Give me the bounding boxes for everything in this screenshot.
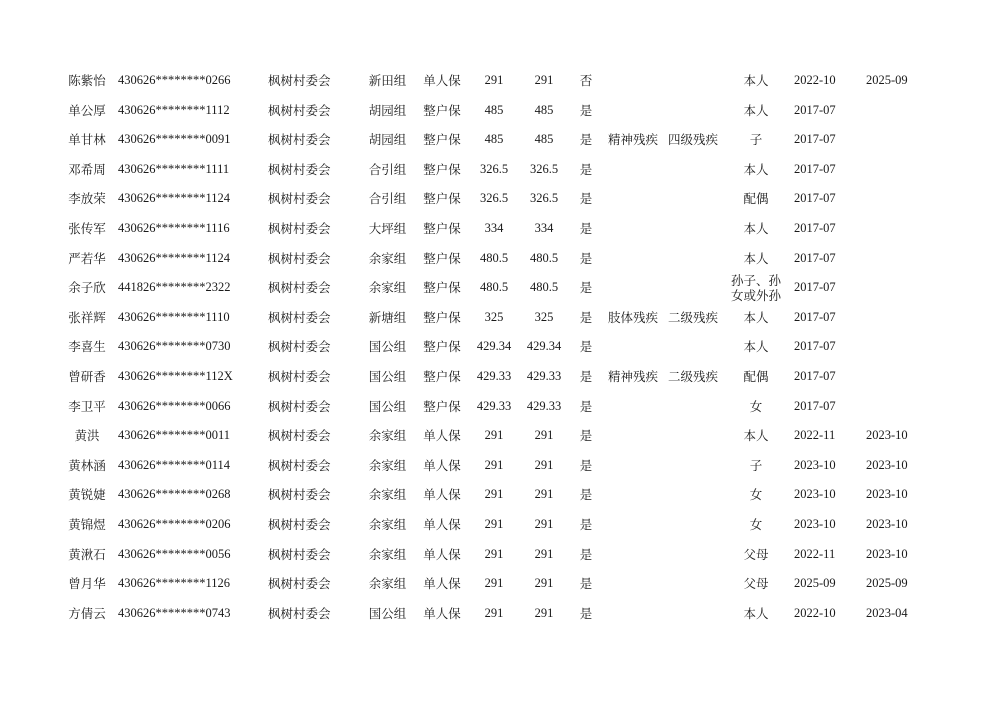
organization-cell: 枫树村委会 bbox=[268, 428, 331, 444]
start-date-cell: 2023-10 bbox=[794, 457, 836, 472]
end-date-cell bbox=[866, 332, 926, 361]
flag-cell: 是 bbox=[579, 191, 593, 207]
disability-level-cell bbox=[668, 540, 728, 569]
name-cell: 黄锦煜 bbox=[68, 517, 106, 532]
disability-level-cell bbox=[668, 96, 728, 125]
organization-cell: 枫树村委会 bbox=[268, 576, 331, 592]
disability-type-cell bbox=[608, 540, 664, 569]
organization-cell: 枫树村委会 bbox=[268, 73, 331, 88]
coverage-type-cell: 单人保 bbox=[423, 487, 461, 503]
group-cell: 余家组 bbox=[368, 280, 407, 296]
relation-cell: 父母 bbox=[743, 546, 769, 562]
end-date-cell bbox=[866, 214, 926, 243]
disability-type-cell bbox=[608, 421, 664, 450]
start-date-cell: 2023-10 bbox=[794, 487, 836, 502]
end-date-cell bbox=[866, 362, 926, 391]
relation-cell: 本人 bbox=[743, 161, 769, 177]
relation-cell: 配偶 bbox=[743, 191, 769, 207]
start-date-cell: 2022-11 bbox=[794, 546, 836, 561]
amount-cell: 485 bbox=[484, 102, 504, 117]
end-date-cell bbox=[866, 125, 926, 154]
organization-cell: 枫树村委会 bbox=[268, 132, 331, 148]
amount-cell: 291 bbox=[484, 517, 504, 531]
table-row bbox=[0, 125, 1000, 154]
disability-level-cell bbox=[668, 184, 728, 213]
disability-type-cell bbox=[608, 599, 664, 628]
start-date-cell: 2017-07 bbox=[794, 369, 836, 383]
flag-cell: 是 bbox=[579, 339, 593, 355]
name-cell: 邓希周 bbox=[68, 161, 106, 177]
table-row bbox=[0, 214, 1000, 243]
end-date-cell bbox=[866, 273, 926, 302]
name-cell: 李卫平 bbox=[68, 398, 106, 414]
end-date-cell bbox=[866, 392, 926, 421]
flag-cell: 是 bbox=[579, 546, 593, 562]
end-date-cell bbox=[866, 184, 926, 213]
name-cell: 黄洪 bbox=[74, 428, 100, 444]
id-number-cell: 430626********1126 bbox=[118, 576, 231, 591]
amount-cell-2: 429.33 bbox=[526, 398, 562, 413]
coverage-type-cell: 整户保 bbox=[423, 102, 461, 118]
table-row bbox=[0, 392, 1000, 421]
coverage-type-cell: 单人保 bbox=[423, 605, 461, 621]
group-cell: 大坪组 bbox=[368, 221, 407, 236]
id-number-cell: 430626********1116 bbox=[118, 221, 230, 235]
amount-cell: 291 bbox=[484, 73, 504, 87]
start-date-cell: 2023-10 bbox=[794, 517, 836, 531]
table-row bbox=[0, 362, 1000, 391]
group-cell: 国公组 bbox=[368, 398, 407, 414]
end-date-cell: 2025-09 bbox=[866, 73, 908, 87]
group-cell: 合引组 bbox=[368, 161, 407, 177]
flag-cell: 是 bbox=[579, 221, 593, 236]
start-date-cell: 2025-09 bbox=[794, 576, 836, 591]
relation-cell: 本人 bbox=[743, 221, 769, 236]
end-date-cell bbox=[866, 303, 926, 332]
flag-cell: 是 bbox=[579, 132, 593, 148]
table-row bbox=[0, 421, 1000, 450]
amount-cell: 326.5 bbox=[479, 191, 509, 206]
flag-cell: 是 bbox=[579, 161, 593, 177]
relation-cell: 本人 bbox=[743, 102, 769, 118]
coverage-type-cell: 整户保 bbox=[423, 161, 461, 177]
name-cell: 李放荣 bbox=[68, 191, 106, 207]
group-cell: 余家组 bbox=[368, 487, 407, 503]
relation-cell: 本人 bbox=[743, 605, 769, 621]
amount-cell-2: 291 bbox=[534, 576, 554, 591]
group-cell: 余家组 bbox=[368, 250, 407, 266]
end-date-cell: 2023-10 bbox=[866, 457, 908, 472]
disability-type-cell bbox=[608, 392, 664, 421]
relation-cell: 父母 bbox=[743, 576, 769, 592]
name-cell: 单公厚 bbox=[68, 102, 106, 118]
coverage-type-cell: 单人保 bbox=[423, 457, 461, 473]
amount-cell-2: 291 bbox=[534, 487, 554, 502]
flag-cell: 是 bbox=[579, 487, 593, 503]
id-number-cell: 430626********1124 bbox=[118, 191, 231, 206]
amount-cell: 429.33 bbox=[476, 398, 512, 413]
disability-level-cell bbox=[668, 510, 728, 539]
id-number-cell: 430626********0730 bbox=[118, 339, 231, 354]
relation-cell: 本人 bbox=[743, 309, 769, 325]
organization-cell: 枫树村委会 bbox=[268, 457, 331, 473]
flag-cell: 是 bbox=[579, 517, 593, 532]
group-cell: 余家组 bbox=[368, 517, 407, 532]
start-date-cell: 2017-07 bbox=[794, 221, 836, 235]
start-date-cell: 2017-07 bbox=[794, 102, 836, 117]
table-row bbox=[0, 332, 1000, 361]
amount-cell-2: 326.5 bbox=[529, 191, 559, 206]
flag-cell: 是 bbox=[579, 280, 593, 296]
table-row bbox=[0, 480, 1000, 509]
id-number-cell: 430626********0206 bbox=[118, 517, 231, 531]
flag-cell: 是 bbox=[579, 605, 593, 621]
organization-cell: 枫树村委会 bbox=[268, 250, 331, 266]
name-cell: 黄锐婕 bbox=[68, 487, 106, 503]
start-date-cell: 2017-07 bbox=[794, 309, 836, 324]
id-number-cell: 430626********112X bbox=[118, 369, 233, 383]
disability-level-cell bbox=[668, 244, 728, 273]
disability-level-cell: 四级残疾 bbox=[668, 132, 719, 148]
disability-level-cell bbox=[668, 155, 728, 184]
amount-cell-2: 291 bbox=[534, 546, 554, 561]
disability-level-cell bbox=[668, 214, 728, 243]
name-cell: 曾月华 bbox=[68, 576, 106, 592]
start-date-cell: 2017-07 bbox=[794, 161, 836, 176]
disability-type-cell bbox=[608, 451, 664, 480]
disability-type-cell: 肢体残疾 bbox=[608, 309, 659, 325]
disability-type-cell bbox=[608, 184, 664, 213]
end-date-cell: 2023-10 bbox=[866, 517, 908, 531]
organization-cell: 枫树村委会 bbox=[268, 369, 331, 384]
start-date-cell: 2022-10 bbox=[794, 73, 836, 87]
relation-cell: 配偶 bbox=[743, 369, 769, 384]
flag-cell: 否 bbox=[579, 73, 593, 88]
id-number-cell: 430626********1112 bbox=[118, 102, 230, 117]
group-cell: 余家组 bbox=[368, 457, 407, 473]
relation-cell: 子 bbox=[749, 457, 763, 473]
coverage-type-cell: 整户保 bbox=[423, 250, 461, 266]
table-row bbox=[0, 155, 1000, 184]
id-number-cell: 430626********1124 bbox=[118, 250, 231, 265]
coverage-type-cell: 整户保 bbox=[423, 369, 461, 384]
amount-cell-2: 429.34 bbox=[526, 339, 562, 354]
coverage-type-cell: 单人保 bbox=[423, 428, 461, 444]
flag-cell: 是 bbox=[579, 250, 593, 266]
start-date-cell: 2022-11 bbox=[794, 428, 836, 443]
amount-cell: 291 bbox=[484, 428, 504, 443]
group-cell: 合引组 bbox=[368, 191, 407, 207]
end-date-cell bbox=[866, 244, 926, 273]
start-date-cell: 2017-07 bbox=[794, 398, 836, 413]
relation-cell: 孙子、孙女或外孙 bbox=[730, 272, 781, 303]
disability-level-cell bbox=[668, 66, 728, 95]
name-cell: 严若华 bbox=[68, 250, 106, 266]
relation-cell: 子 bbox=[749, 132, 763, 148]
name-cell: 黄林涵 bbox=[68, 457, 106, 473]
start-date-cell: 2017-07 bbox=[794, 280, 836, 295]
amount-cell-2: 480.5 bbox=[529, 250, 559, 265]
amount-cell: 480.5 bbox=[479, 250, 509, 265]
end-date-cell bbox=[866, 96, 926, 125]
name-cell: 张传军 bbox=[68, 221, 106, 236]
relation-cell: 本人 bbox=[743, 339, 769, 355]
group-cell: 余家组 bbox=[368, 576, 407, 592]
amount-cell-2: 429.33 bbox=[526, 369, 562, 383]
amount-cell-2: 291 bbox=[534, 517, 554, 531]
end-date-cell: 2023-04 bbox=[866, 605, 908, 620]
flag-cell: 是 bbox=[579, 576, 593, 592]
amount-cell-2: 291 bbox=[534, 73, 554, 87]
start-date-cell: 2017-07 bbox=[794, 191, 836, 206]
amount-cell: 291 bbox=[484, 487, 504, 502]
id-number-cell: 430626********0011 bbox=[118, 428, 231, 443]
amount-cell-2: 291 bbox=[534, 457, 554, 472]
coverage-type-cell: 整户保 bbox=[423, 398, 461, 414]
organization-cell: 枫树村委会 bbox=[268, 309, 331, 325]
amount-cell: 485 bbox=[484, 132, 504, 147]
group-cell: 余家组 bbox=[368, 546, 407, 562]
name-cell: 单甘林 bbox=[68, 132, 106, 148]
flag-cell: 是 bbox=[579, 398, 593, 414]
coverage-type-cell: 单人保 bbox=[423, 576, 461, 592]
id-number-cell: 430626********0056 bbox=[118, 546, 231, 561]
name-cell: 曾研香 bbox=[68, 369, 106, 384]
end-date-cell: 2023-10 bbox=[866, 428, 908, 443]
organization-cell: 枫树村委会 bbox=[268, 546, 331, 562]
disability-type-cell bbox=[608, 66, 664, 95]
disability-type-cell bbox=[608, 214, 664, 243]
table-row bbox=[0, 599, 1000, 628]
table-row bbox=[0, 569, 1000, 598]
start-date-cell: 2017-07 bbox=[794, 250, 836, 265]
relation-cell: 女 bbox=[749, 398, 763, 414]
amount-cell-2: 485 bbox=[534, 132, 554, 147]
start-date-cell: 2017-07 bbox=[794, 339, 836, 354]
id-number-cell: 430626********0268 bbox=[118, 487, 231, 502]
table-row bbox=[0, 96, 1000, 125]
disability-type-cell bbox=[608, 569, 664, 598]
organization-cell: 枫树村委会 bbox=[268, 398, 331, 414]
table-row bbox=[0, 273, 1000, 302]
disability-type-cell: 精神残疾 bbox=[608, 369, 659, 384]
flag-cell: 是 bbox=[579, 428, 593, 444]
coverage-type-cell: 整户保 bbox=[423, 280, 461, 296]
coverage-type-cell: 单人保 bbox=[423, 517, 461, 532]
start-date-cell: 2017-07 bbox=[794, 132, 836, 147]
flag-cell: 是 bbox=[579, 102, 593, 118]
name-cell: 余子欣 bbox=[68, 280, 106, 296]
table-row bbox=[0, 451, 1000, 480]
id-number-cell: 430626********1110 bbox=[118, 309, 230, 324]
amount-cell: 429.34 bbox=[476, 339, 512, 354]
organization-cell: 枫树村委会 bbox=[268, 280, 331, 296]
table-row bbox=[0, 540, 1000, 569]
disability-level-cell bbox=[668, 480, 728, 509]
id-number-cell: 441826********2322 bbox=[118, 280, 231, 295]
amount-cell: 291 bbox=[484, 605, 504, 620]
disability-level-cell: 二级残疾 bbox=[668, 369, 719, 384]
amount-cell: 291 bbox=[484, 457, 504, 472]
end-date-cell: 2025-09 bbox=[866, 576, 908, 591]
disability-type-cell bbox=[608, 244, 664, 273]
relation-cell: 本人 bbox=[743, 250, 769, 266]
amount-cell: 291 bbox=[484, 576, 504, 591]
coverage-type-cell: 整户保 bbox=[423, 132, 461, 148]
organization-cell: 枫树村委会 bbox=[268, 221, 331, 236]
group-cell: 国公组 bbox=[368, 605, 407, 621]
disability-type-cell bbox=[608, 96, 664, 125]
table-row bbox=[0, 244, 1000, 273]
disability-type-cell bbox=[608, 332, 664, 361]
relation-cell: 女 bbox=[749, 487, 763, 503]
disability-level-cell bbox=[668, 599, 728, 628]
start-date-cell: 2022-10 bbox=[794, 605, 836, 620]
table-row bbox=[0, 303, 1000, 332]
disability-level-cell bbox=[668, 392, 728, 421]
coverage-type-cell: 整户保 bbox=[423, 221, 461, 236]
amount-cell: 480.5 bbox=[479, 280, 509, 295]
flag-cell: 是 bbox=[579, 309, 593, 325]
amount-cell-2: 334 bbox=[534, 221, 554, 235]
id-number-cell: 430626********0091 bbox=[118, 132, 231, 147]
amount-cell: 291 bbox=[484, 546, 504, 561]
id-number-cell: 430626********0266 bbox=[118, 73, 231, 87]
name-cell: 陈紫怡 bbox=[68, 73, 106, 88]
amount-cell: 429.33 bbox=[476, 369, 512, 383]
flag-cell: 是 bbox=[579, 457, 593, 473]
relation-cell: 本人 bbox=[743, 428, 769, 444]
coverage-type-cell: 整户保 bbox=[423, 309, 461, 325]
coverage-type-cell: 单人保 bbox=[423, 73, 461, 88]
disability-type-cell: 精神残疾 bbox=[608, 132, 659, 148]
group-cell: 余家组 bbox=[368, 428, 407, 444]
table-row bbox=[0, 510, 1000, 539]
coverage-type-cell: 整户保 bbox=[423, 339, 461, 355]
disability-type-cell bbox=[608, 480, 664, 509]
amount-cell-2: 485 bbox=[534, 102, 554, 117]
disability-type-cell bbox=[608, 155, 664, 184]
group-cell: 胡园组 bbox=[368, 102, 407, 118]
table-row bbox=[0, 66, 1000, 95]
disability-level-cell bbox=[668, 421, 728, 450]
end-date-cell: 2023-10 bbox=[866, 487, 908, 502]
organization-cell: 枫树村委会 bbox=[268, 102, 331, 118]
disability-type-cell bbox=[608, 273, 664, 302]
group-cell: 国公组 bbox=[368, 369, 407, 384]
id-number-cell: 430626********0114 bbox=[118, 457, 231, 472]
disability-level-cell bbox=[668, 273, 728, 302]
name-cell: 方倩云 bbox=[68, 605, 106, 621]
disability-level-cell bbox=[668, 451, 728, 480]
group-cell: 新塘组 bbox=[368, 309, 407, 325]
disability-level-cell: 二级残疾 bbox=[668, 309, 719, 325]
amount-cell: 334 bbox=[484, 221, 504, 235]
group-cell: 国公组 bbox=[368, 339, 407, 355]
id-number-cell: 430626********1111 bbox=[118, 161, 230, 176]
name-cell: 黄湫石 bbox=[68, 546, 106, 562]
group-cell: 胡园组 bbox=[368, 132, 407, 148]
organization-cell: 枫树村委会 bbox=[268, 161, 331, 177]
end-date-cell: 2023-10 bbox=[866, 546, 908, 561]
id-number-cell: 430626********0743 bbox=[118, 605, 231, 620]
name-cell: 李喜生 bbox=[68, 339, 106, 355]
organization-cell: 枫树村委会 bbox=[268, 487, 331, 503]
id-number-cell: 430626********0066 bbox=[118, 398, 231, 413]
organization-cell: 枫树村委会 bbox=[268, 517, 331, 532]
name-cell: 张祥辉 bbox=[68, 309, 106, 325]
disability-level-cell bbox=[668, 332, 728, 361]
amount-cell-2: 325 bbox=[534, 309, 554, 324]
disability-level-cell bbox=[668, 569, 728, 598]
end-date-cell bbox=[866, 155, 926, 184]
group-cell: 新田组 bbox=[368, 73, 407, 88]
amount-cell: 326.5 bbox=[479, 161, 509, 176]
organization-cell: 枫树村委会 bbox=[268, 339, 331, 355]
coverage-type-cell: 整户保 bbox=[423, 191, 461, 207]
organization-cell: 枫树村委会 bbox=[268, 191, 331, 207]
organization-cell: 枫树村委会 bbox=[268, 605, 331, 621]
amount-cell: 325 bbox=[484, 309, 504, 324]
coverage-type-cell: 单人保 bbox=[423, 546, 461, 562]
amount-cell-2: 480.5 bbox=[529, 280, 559, 295]
flag-cell: 是 bbox=[579, 369, 593, 384]
amount-cell-2: 291 bbox=[534, 428, 554, 443]
amount-cell-2: 326.5 bbox=[529, 161, 559, 176]
table-row bbox=[0, 184, 1000, 213]
disability-type-cell bbox=[608, 510, 664, 539]
relation-cell: 本人 bbox=[743, 73, 769, 88]
amount-cell-2: 291 bbox=[534, 605, 554, 620]
relation-cell: 女 bbox=[749, 517, 763, 532]
